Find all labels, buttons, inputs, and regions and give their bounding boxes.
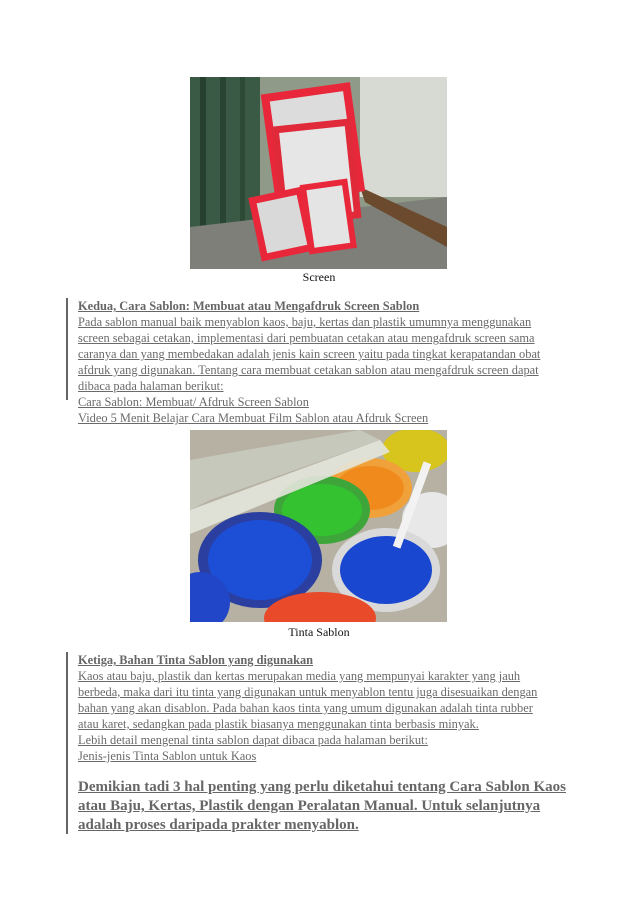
- paragraph-line: caranya dan yang membedakan adalah jenis kain screen yaitu pada tingkat kerapatandan obat: [78, 347, 541, 361]
- link-jenis-tinta[interactable]: Jenis-jenis Tinta Sablon untuk Kaos: [78, 749, 257, 763]
- paragraph-line: Pada sablon manual baik menyablon kaos, baju, kertas dan plastik umumnya menggunakan: [78, 315, 532, 329]
- screen-frames-photo: [190, 77, 447, 269]
- link-afdruk-screen[interactable]: Cara Sablon: Membuat/ Afdruk Screen Sablon: [78, 395, 309, 409]
- paragraph-line: afdruk yang digunakan. Tentang cara membuat cetakan sablon atau mengafdruk screen dapat: [78, 363, 539, 377]
- figure-caption: Tinta Sablon: [288, 625, 350, 639]
- closing-line: Demikian tadi 3 hal penting yang perlu diketahui tentang Cara Sablon Kaos: [78, 779, 567, 795]
- section-heading[interactable]: Ketiga, Bahan Tinta Sablon yang digunakan: [78, 653, 314, 667]
- paragraph-line: screen sebagai cetakan, implementasi dari pembuatan cetakan atau mengafdruk screen sama: [78, 331, 535, 345]
- ink-buckets-photo: [190, 430, 447, 622]
- paragraph-line: Kaos atau baju, plastik dan kertas merupakan media yang mempunyai karakter yang jauh: [78, 669, 521, 683]
- paragraph-line: bahan yang akan disablon. Pada bahan kaos tinta yang umum digunakan adalah tinta rubber: [78, 701, 533, 715]
- paragraph-line: atau karet, sedangkan pada plastik biasanya menggunakan tinta berbasis minyak.: [78, 717, 479, 731]
- figure-caption: Screen: [302, 270, 336, 284]
- section-tinta-sablon: [66, 652, 578, 834]
- paragraph-line: dibaca pada halaman berikut:: [78, 379, 224, 393]
- section-heading[interactable]: Kedua, Cara Sablon: Membuat atau Mengafdruk Screen Sablon: [78, 299, 420, 313]
- closing-line: adalah proses daripada prakter menyablon.: [78, 817, 359, 833]
- paragraph-line: Lebih detail mengenal tinta sablon dapat dibaca pada halaman berikut:: [78, 733, 428, 747]
- link-video-film-sablon[interactable]: Video 5 Menit Belajar Cara Membuat Film Sablon atau Afdruk Screen: [78, 411, 429, 425]
- paragraph-line: berbeda, maka dari itu tinta yang digunakan untuk menyablon tentu juga disesuaikan dengan: [78, 685, 538, 699]
- section-screen-sablon: [66, 298, 578, 425]
- closing-line: atau Baju, Kertas, Plastik dengan Peralatan Manual. Untuk selanjutnya: [78, 798, 541, 814]
